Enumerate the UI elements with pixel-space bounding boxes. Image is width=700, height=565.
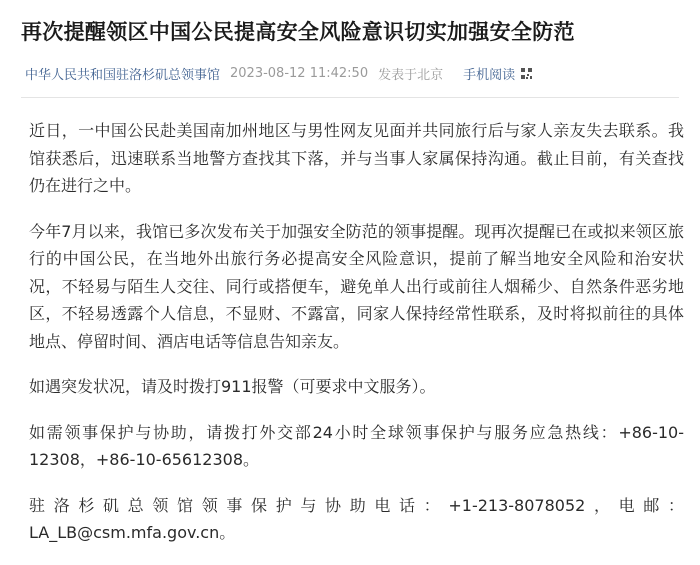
paragraph-4: 如需领事保护与协助，请拨打外交部24小时全球领事保护与服务应急热线：+86-10-12308，+86-10-65612308。: [29, 422, 684, 469]
article-body: [29, 117, 684, 565]
source-link[interactable]: 中华人民共和国驻洛杉矶总领事馆: [25, 68, 221, 83]
paragraph-3: 如遇突发状况，请及时拨打911报警（可要求中文服务）。: [29, 377, 436, 396]
mobile-read-label: 手机阅读: [463, 68, 516, 83]
header-divider: [21, 97, 679, 98]
paragraph-5: 驻洛杉矶总领馆领事保护与协助电话：+1-213-8078052，电邮：LA_LB@csm.mfa.gov.cn。: [29, 495, 684, 542]
article-meta: [25, 64, 532, 83]
paragraph-2: 今年7月以来，我馆已多次发布关于加强安全防范的领事提醒。现再次提醒已在或拟来领区旅行的中国公民，在当地外出旅行务必提高安全风险意识，提前了解当地安全风险和治安状况，不轻易与陌生人交往、同行或搭便车，避免单人出行或前往人烟稀少、自然条件恶劣地区，不轻易透露个人信息，不显财、不露富，同家人保持经常性联系，及时将拟前往的具体地点、停留时间、酒店电话等信息告知亲友。: [29, 221, 684, 351]
publish-time: 2023-08-12 11:42:50: [230, 66, 369, 81]
qr-code-icon[interactable]: [521, 68, 532, 79]
paragraph-1: 近日，一中国公民赴美国南加州地区与男性网友见面并共同旅行后与家人亲友失去联系。我馆获悉后，迅速联系当地警方查找其下落，并与当事人家属保持沟通。截止目前，有关查找仍在进行之中。: [29, 121, 684, 195]
article-title: 再次提醒领区中国公民提高安全风险意识切实加强安全防范: [21, 20, 575, 44]
mobile-read-link[interactable]: [463, 64, 532, 83]
publish-location: 发表于北京: [378, 68, 444, 83]
